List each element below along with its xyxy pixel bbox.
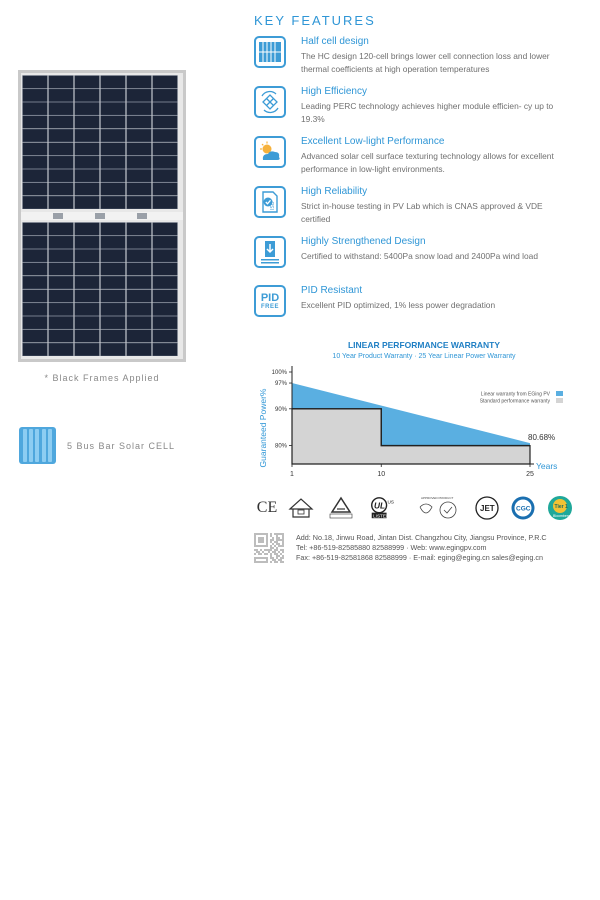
y-tick-label: 90% <box>274 406 287 413</box>
half-cell-icon <box>254 36 286 68</box>
panel-caption: * Black Frames Applied <box>44 373 160 383</box>
feature-title: High Reliability <box>301 186 368 197</box>
cgc-icon <box>510 495 536 521</box>
warranty-chart <box>254 362 584 487</box>
low-light-icon <box>254 136 286 168</box>
efficiency-icon <box>254 86 286 118</box>
svg-text:ISO: ISO <box>270 201 276 210</box>
x-tick-label: 25 <box>526 471 534 478</box>
reliability-icon <box>254 186 286 218</box>
chart-title: LINEAR PERFORMANCE WARRANTY <box>347 340 501 350</box>
contact-info <box>296 533 547 563</box>
svg-text:Tier 1: Tier 1 <box>554 504 568 510</box>
tuv-rheinland-icon <box>328 495 354 521</box>
end-value-label: 80.68% <box>528 433 556 442</box>
y-tick-label: 80% <box>274 443 287 450</box>
svg-text:UL: UL <box>374 500 386 511</box>
solar-panel-image <box>18 70 186 362</box>
ce-mark-text: CE <box>256 499 278 516</box>
feature-desc: Excellent PID optimized, 1% less power degradation <box>301 300 496 310</box>
y-axis-label: Guaranteed Power% <box>258 388 268 468</box>
feature-title: High Efficiency <box>301 86 367 97</box>
tel-web-line: Tel: +86-519-82585880 82588999 · Web: www.egingpv.com <box>296 543 487 552</box>
tuv-house-icon <box>288 495 314 521</box>
chart-subtitle: 10 Year Product Warranty · 25 Year Linear Power Warranty <box>332 353 516 360</box>
svg-text:Bloomberg: Bloomberg <box>553 514 570 518</box>
y-tick-label: 97% <box>274 381 287 388</box>
pid-badge-bottom: FREE <box>260 303 279 310</box>
feature-desc: Certified to withstand: 5400Pa snow load and 2400Pa wind load <box>301 251 538 261</box>
address-line: Add: No.18, Jinwu Road, Jintan Dist. Changzhou City, Jiangsu Province, P.R.C <box>296 533 547 542</box>
legend-label: Standard performance warranty <box>479 398 550 405</box>
certification-logos <box>254 495 584 525</box>
feature-desc: Leading PERC technology achieves higher module efficien- cy up to 19.3% <box>301 101 554 124</box>
svg-text:LISTED: LISTED <box>373 513 390 519</box>
fax-email-line: Fax: +86-519-82581868 82588999 · E-mail: eging@eging.cn sales@eging.cn <box>296 553 543 562</box>
svg-text:JET: JET <box>480 504 495 513</box>
legend-swatch <box>556 398 563 403</box>
key-features-title: KEY FEATURES <box>254 13 376 28</box>
feature-desc: Strict in-house testing in PV Lab which is CNAS approved & VDE certified <box>301 201 543 224</box>
x-axis-label: Years <box>536 461 558 471</box>
svg-text:US: US <box>387 499 394 505</box>
svg-text:CGC: CGC <box>516 505 531 513</box>
ce-mark-icon <box>254 495 280 521</box>
ul-listed-icon <box>368 495 394 521</box>
feature-title: Highly Strengthened Design <box>301 236 426 247</box>
solar-cell-icon <box>19 427 56 464</box>
jet-icon <box>474 495 500 521</box>
pid-free-icon <box>254 285 286 317</box>
feature-title: Half cell design <box>301 36 369 47</box>
tier1-icon <box>547 495 573 521</box>
junction-box <box>95 213 105 219</box>
cell-label: 5 Bus Bar Solar CELL <box>67 441 176 451</box>
junction-box <box>53 213 63 219</box>
feature-title: PID Resistant <box>301 285 363 296</box>
legend-label: Linear warranty from EGing PV <box>480 391 550 398</box>
feature-title: Excellent Low-light Performance <box>301 136 445 147</box>
pid-badge-top: PID <box>260 291 280 304</box>
y-tick-label: 100% <box>271 370 287 376</box>
qr-code-icon <box>254 533 284 563</box>
svg-text:APPROVED PRODUCT: APPROVED PRODUCT <box>421 496 454 500</box>
feature-desc: The HC design 120-cell brings lower cell connection loss and lower thermal coefficients at high operation temperatures <box>301 51 550 74</box>
strength-icon <box>254 236 286 268</box>
junction-box <box>137 213 147 219</box>
feature-desc: Advanced solar cell surface texturing technology allows for excellent performance in low-light environments. <box>301 151 554 174</box>
approved-product-icon <box>414 495 462 521</box>
x-tick-label: 10 <box>377 471 386 478</box>
x-tick-label: 1 <box>290 471 294 478</box>
legend-swatch <box>556 391 563 396</box>
